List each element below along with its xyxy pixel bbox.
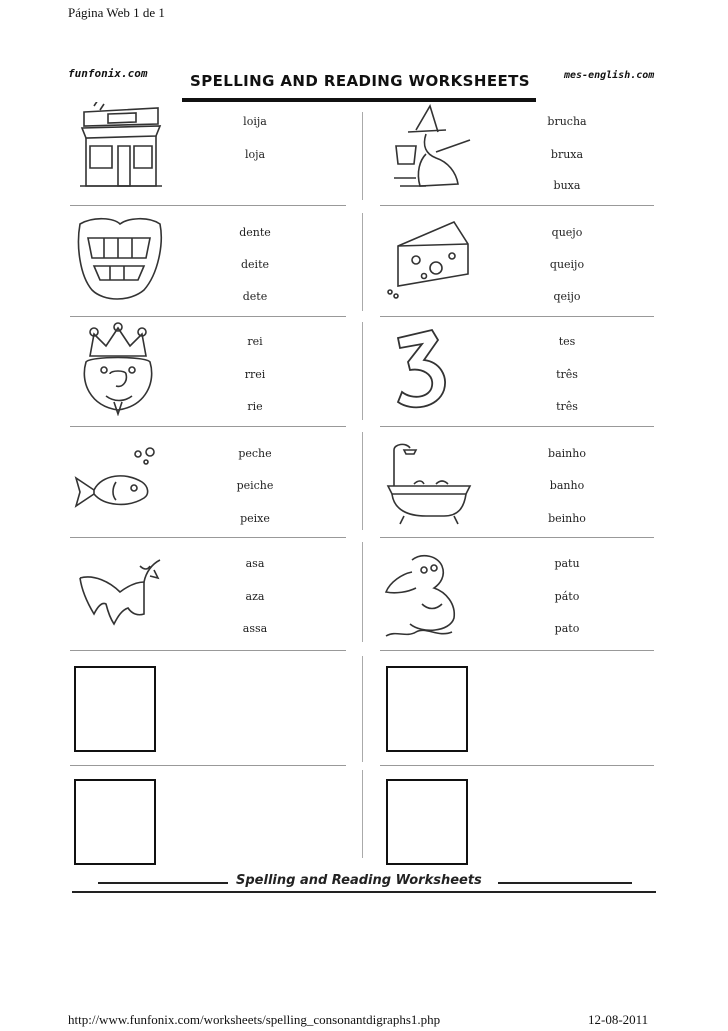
word-option[interactable]: patu [554,557,580,570]
blank-drawing-box[interactable] [386,779,468,865]
blank-drawing-box[interactable] [386,666,468,752]
blank-drawing-box[interactable] [74,779,156,865]
word-option[interactable]: asa [245,557,265,570]
column-divider [362,656,363,762]
word-option[interactable]: queijo [549,258,585,271]
row-divider [380,316,654,317]
title-underline [182,98,536,102]
word-option[interactable]: loija [243,115,267,128]
word-option[interactable]: rei [247,335,263,348]
row-divider [70,426,346,427]
word-option[interactable]: três [556,400,578,413]
king-illustration [76,322,162,416]
word-option[interactable]: peixe [240,512,270,525]
teeth-illustration [74,214,164,304]
fish-illustration [72,446,162,516]
column-divider [362,213,363,311]
word-option[interactable]: peche [238,447,272,460]
word-option[interactable]: deite [241,258,269,271]
word-option[interactable]: dente [239,226,271,239]
column-divider [362,112,363,200]
word-option[interactable]: três [556,368,578,381]
word-option[interactable]: dete [242,290,268,303]
word-option[interactable]: buxa [553,179,581,192]
cheese-illustration [384,212,474,302]
browser-footer-url[interactable]: http://www.funfonix.com/worksheets/spelling_consonantdigraphs1.php [68,1012,441,1027]
word-option[interactable]: loja [244,148,266,161]
word-option[interactable]: bruxa [550,148,584,161]
row-divider [70,650,346,651]
column-divider [362,542,363,642]
blank-drawing-box[interactable] [74,666,156,752]
row-divider [380,426,654,427]
word-option[interactable]: qeijo [553,290,581,303]
word-option[interactable]: beinho [548,512,586,525]
word-option[interactable]: páto [554,590,580,603]
word-option[interactable]: assa [242,622,268,635]
row-divider [70,765,346,766]
row-divider [380,765,654,766]
witch-illustration [386,102,472,190]
footer-rule-bottom [72,891,656,893]
number-three-illustration [392,326,452,414]
column-divider [362,770,363,858]
column-divider [362,432,363,530]
row-divider [380,650,654,651]
row-divider [380,205,654,206]
word-option[interactable]: rrei [244,368,266,381]
mes-english-logo: mes-english.com [564,70,655,81]
word-option[interactable]: banho [549,479,585,492]
browser-footer-date: 12-08-2011 [588,1012,649,1027]
footer-banner-title: Spelling and Reading Worksheets [236,873,482,888]
bathtub-illustration [384,440,474,530]
word-option[interactable]: peiche [236,479,274,492]
row-divider [70,205,346,206]
word-option[interactable]: tes [558,335,576,348]
row-divider [380,537,654,538]
footer-rule-right [498,882,632,884]
browser-page-header: Página Web 1 de 1 [68,5,165,20]
word-option[interactable]: bainho [548,447,586,460]
row-divider [70,316,346,317]
footer-rule-left [98,882,228,884]
word-option[interactable]: brucha [547,115,587,128]
store-illustration [78,102,164,190]
word-option[interactable]: rie [247,400,263,413]
funfonix-logo: funfonix.com [68,67,148,80]
worksheet-title: SPELLING AND READING WORKSHEETS [190,72,530,90]
duck-illustration [382,552,472,642]
row-divider [70,537,346,538]
word-option[interactable]: aza [245,590,265,603]
word-option[interactable]: pato [554,622,580,635]
word-option[interactable]: quejo [551,226,583,239]
column-divider [362,322,363,420]
wing-illustration [74,552,164,632]
